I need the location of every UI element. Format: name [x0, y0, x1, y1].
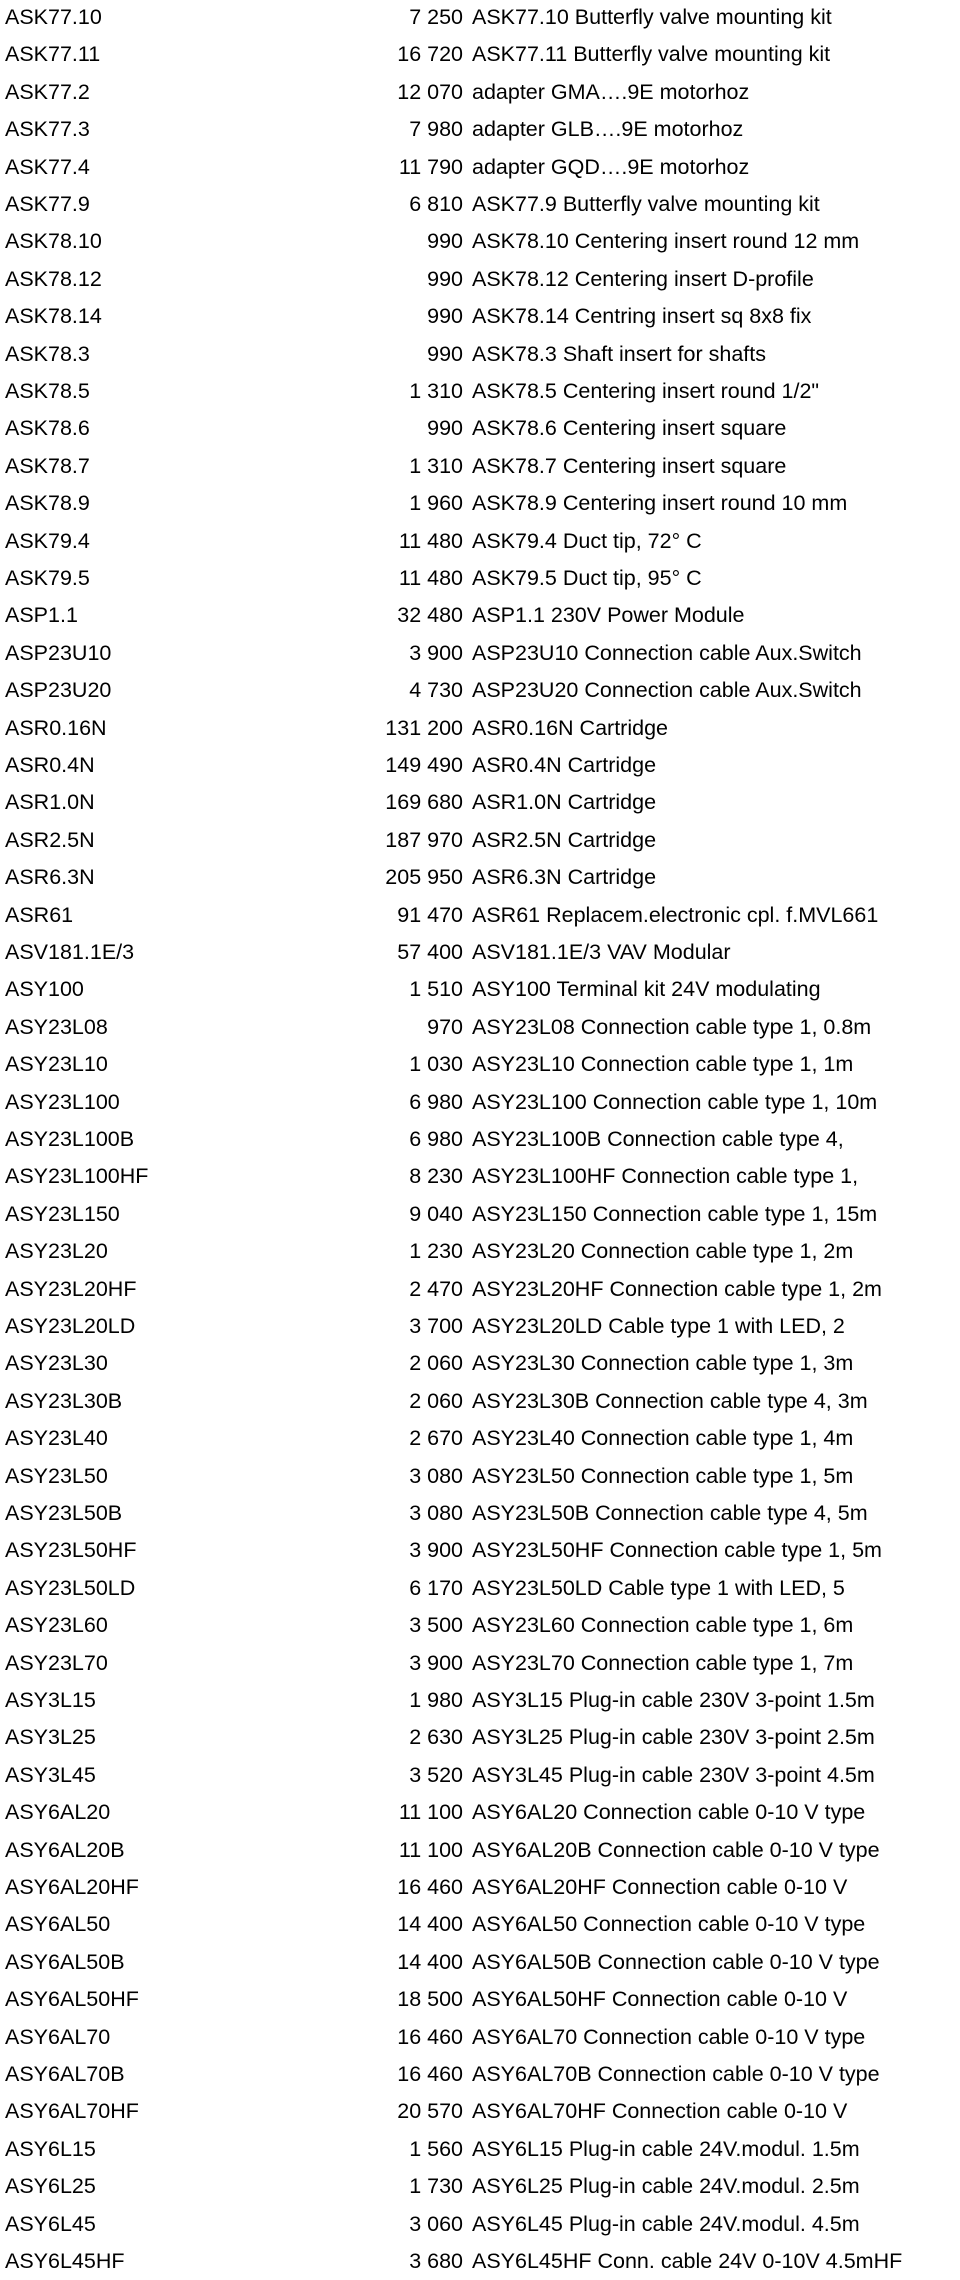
product-price: 1 560 [409, 2136, 463, 2161]
product-code: ASY6AL20B [5, 1837, 125, 1862]
product-code: ASP23U20 [5, 678, 112, 703]
product-price: 990 [427, 266, 463, 291]
product-price: 1 980 [409, 1688, 463, 1712]
product-description: ASY23L20LD Cable type 1 with LED, 2 [472, 1314, 845, 1338]
table-row [0, 822, 960, 859]
table-row [0, 410, 960, 447]
product-description: ASP23U20 Connection cable Aux.Switch [472, 678, 862, 703]
product-price: 20 570 [397, 2099, 463, 2124]
product-description: ASY6L15 Plug-in cable 24V.modul. 1.5m [472, 2136, 860, 2161]
product-description: adapter GLB….9E motorhoz [472, 117, 744, 142]
product-price: 1 510 [409, 977, 463, 1002]
product-code: ASY6L25 [5, 2174, 96, 2199]
product-price: 57 400 [397, 940, 463, 964]
product-code: ASK77.3 [5, 117, 90, 142]
product-description: ASK78.14 Centring insert sq 8x8 fix [472, 304, 812, 329]
product-price: 169 680 [385, 790, 463, 815]
product-price: 11 100 [398, 1837, 463, 1862]
product-description: ASP23U10 Connection cable Aux.Switch [472, 640, 862, 665]
table-row [0, 1308, 960, 1345]
table-row [0, 1233, 960, 1270]
product-description: ASK79.5 Duct tip, 95° C [472, 566, 702, 590]
product-price: 6 980 [409, 1089, 463, 1114]
table-row [0, 560, 960, 597]
product-description: ASY23L70 Connection cable type 1, 7m [472, 1650, 854, 1675]
product-price: 990 [427, 304, 463, 329]
product-price: 14 400 [397, 1949, 463, 1974]
product-description: ASY3L45 Plug-in cable 230V 3-point 4.5m [472, 1762, 875, 1787]
table-row [0, 1046, 960, 1083]
product-price: 990 [427, 416, 463, 441]
product-price: 7 980 [409, 117, 463, 142]
product-description: ASY23L20 Connection cable type 1, 2m [472, 1239, 854, 1264]
product-code: ASR1.0N [5, 790, 95, 815]
table-row [0, 298, 960, 335]
product-description: ASK79.4 Duct tip, 72° C [472, 528, 702, 553]
product-price: 149 490 [385, 753, 463, 777]
table-row [0, 74, 960, 111]
table-row [0, 1832, 960, 1869]
product-code: ASY6L45HF [5, 2249, 125, 2273]
table-row [0, 971, 960, 1008]
product-code: ASP1.1 [5, 603, 78, 628]
product-description: ASK78.9 Centering insert round 10 mm [472, 491, 848, 516]
table-row [0, 1682, 960, 1719]
table-row [0, 261, 960, 298]
product-code: ASY100 [5, 977, 84, 1002]
table-row [0, 672, 960, 709]
product-price: 1 960 [409, 491, 463, 516]
table-row [0, 934, 960, 971]
product-price: 6 170 [409, 1575, 463, 1600]
table-row [0, 1495, 960, 1532]
product-description: ASK78.10 Centering insert round 12 mm [472, 229, 860, 254]
product-price: 16 460 [397, 2024, 463, 2049]
product-description: adapter GMA….9E motorhoz [472, 79, 750, 104]
product-description: ASY6AL50B Connection cable 0-10 V type [472, 1949, 880, 1974]
table-row [0, 523, 960, 560]
table-row [0, 1420, 960, 1457]
table-row [0, 1757, 960, 1794]
product-code: ASY6L15 [5, 2136, 96, 2161]
product-code: ASY6AL20HF [5, 1875, 139, 1899]
product-price: 11 790 [398, 154, 463, 179]
product-code: ASK77.4 [5, 154, 90, 179]
product-description: ASK77.9 Butterfly valve mounting kit [472, 192, 820, 216]
product-description: ASY6AL70B Connection cable 0-10 V type [472, 2062, 880, 2086]
table-row [0, 2056, 960, 2093]
product-price: 3 060 [409, 2211, 463, 2236]
product-code: ASY23L50 [5, 1463, 108, 1488]
table-row [0, 1906, 960, 1943]
product-price: 1 730 [409, 2174, 463, 2199]
product-price: 16 720 [397, 42, 463, 67]
product-price: 16 460 [397, 2062, 463, 2086]
product-price: 1 310 [409, 379, 463, 403]
product-code: ASY23L20HF [5, 1276, 137, 1301]
table-row [0, 710, 960, 747]
product-code: ASY6AL50 [5, 1912, 111, 1937]
product-description: ASY23L60 Connection cable type 1, 6m [472, 1613, 854, 1638]
product-price: 3 080 [409, 1463, 463, 1488]
product-code: ASY23L50B [5, 1501, 123, 1525]
product-description: ASY23L100B Connection cable type 4, [472, 1127, 844, 1151]
product-code: ASK78.7 [5, 453, 90, 478]
table-row [0, 1196, 960, 1233]
product-description: ASY23L30B Connection cable type 4, 3m [472, 1388, 868, 1413]
product-code: ASY6L45 [5, 2211, 96, 2236]
product-code: ASY23L08 [5, 1014, 108, 1039]
product-price: 3 900 [409, 1538, 463, 1563]
product-code: ASK78.12 [5, 266, 102, 291]
product-description: ASK77.10 Butterfly valve mounting kit [472, 5, 832, 29]
table-row [0, 1383, 960, 1420]
product-description: ASY23L20HF Connection cable type 1, 2m [472, 1276, 882, 1301]
product-code: ASY23L10 [5, 1052, 108, 1077]
product-code: ASY6AL50HF [5, 1987, 139, 2012]
product-price: 990 [427, 229, 463, 254]
product-price: 7 250 [409, 5, 463, 29]
product-price: 1 030 [409, 1052, 463, 1077]
product-price: 3 520 [409, 1762, 463, 1787]
product-price: 131 200 [385, 715, 463, 740]
table-row [0, 2243, 960, 2280]
product-description: ASY23L30 Connection cable type 1, 3m [472, 1351, 854, 1376]
product-code: ASY23L30 [5, 1351, 108, 1376]
table-row [0, 2131, 960, 2168]
table-row [0, 111, 960, 148]
product-code: ASR2.5N [5, 827, 95, 852]
product-description: ASY3L25 Plug-in cable 230V 3-point 2.5m [472, 1725, 875, 1750]
table-row [0, 1458, 960, 1495]
table-row [0, 784, 960, 821]
table-row [0, 0, 960, 36]
product-code: ASY23L50LD [5, 1575, 136, 1600]
table-row [0, 747, 960, 784]
product-description: ASK78.7 Centering insert square [472, 453, 787, 478]
product-code: ASY6AL70B [5, 2062, 125, 2086]
table-row [0, 186, 960, 223]
product-code: ASK78.6 [5, 416, 90, 441]
product-description: ASY23L10 Connection cable type 1, 1m [472, 1052, 854, 1077]
product-code: ASK77.2 [5, 79, 90, 104]
product-code: ASV181.1E/3 [5, 940, 135, 964]
product-price: 9 040 [409, 1201, 463, 1226]
table-row [0, 1271, 960, 1308]
table-row [0, 1009, 960, 1046]
product-description: ASY100 Terminal kit 24V modulating [472, 977, 821, 1002]
product-code: ASY23L100B [5, 1127, 135, 1151]
product-code: ASY23L30B [5, 1388, 123, 1413]
product-code: ASY23L150 [5, 1201, 120, 1226]
product-code: ASR0.4N [5, 753, 95, 777]
product-price: 3 900 [409, 1650, 463, 1675]
product-code: ASY23L20LD [5, 1314, 136, 1338]
product-price: 6 810 [409, 192, 463, 216]
product-description: ASY6AL50 Connection cable 0-10 V type [472, 1912, 866, 1937]
product-code: ASY3L25 [5, 1725, 96, 1750]
product-price: 16 460 [397, 1875, 463, 1899]
product-code: ASP23U10 [5, 640, 112, 665]
table-row [0, 1719, 960, 1756]
product-description: ASY6AL70 Connection cable 0-10 V type [472, 2024, 866, 2049]
product-price: 2 630 [409, 1725, 463, 1750]
product-price: 1 310 [409, 453, 463, 478]
product-price: 3 900 [409, 640, 463, 665]
table-row [0, 2168, 960, 2205]
product-code: ASY23L50HF [5, 1538, 137, 1563]
product-description: ASY23L150 Connection cable type 1, 15m [472, 1201, 878, 1226]
product-price: 4 730 [409, 678, 463, 703]
product-description: ASY6AL20 Connection cable 0-10 V type [472, 1800, 866, 1825]
product-price: 3 500 [409, 1613, 463, 1638]
product-description: ASK78.5 Centering insert round 1/2" [472, 379, 820, 403]
table-row [0, 1158, 960, 1195]
product-price: 11 480 [398, 566, 463, 590]
table-row [0, 1607, 960, 1644]
product-description: ASY23L50LD Cable type 1 with LED, 5 [472, 1575, 845, 1600]
product-description: ASR0.4N Cartridge [472, 753, 657, 777]
product-price: 187 970 [385, 827, 463, 852]
product-description: ASY6AL50HF Connection cable 0-10 V [472, 1987, 848, 2012]
product-code: ASR0.16N [5, 715, 107, 740]
product-code: ASK78.9 [5, 491, 90, 516]
product-description: ASR0.16N Cartridge [472, 715, 668, 740]
product-code: ASK77.10 [5, 5, 102, 29]
product-code: ASY6AL50B [5, 1949, 125, 1974]
table-row [0, 1532, 960, 1569]
product-description: ASK78.12 Centering insert D-profile [472, 266, 814, 291]
table-row [0, 2206, 960, 2243]
product-description: ASY23L50HF Connection cable type 1, 5m [472, 1538, 882, 1563]
product-price: 3 080 [409, 1501, 463, 1525]
product-description: ASR1.0N Cartridge [472, 790, 657, 815]
product-description: ASY6AL70HF Connection cable 0-10 V [472, 2099, 848, 2124]
product-description: ASR2.5N Cartridge [472, 827, 657, 852]
product-code: ASK79.4 [5, 528, 90, 553]
product-code: ASK78.10 [5, 229, 102, 254]
table-row [0, 149, 960, 186]
table-row [0, 336, 960, 373]
product-description: ASY23L100HF Connection cable type 1, [472, 1164, 859, 1189]
product-code: ASY23L40 [5, 1426, 108, 1451]
product-code: ASK78.14 [5, 304, 102, 329]
product-description: ASY23L50B Connection cable type 4, 5m [472, 1501, 868, 1525]
product-description: ASK78.3 Shaft insert for shafts [472, 341, 766, 366]
product-price: 18 500 [397, 1987, 463, 2012]
product-description: ASV181.1E/3 VAV Modular [472, 940, 731, 964]
table-row [0, 2019, 960, 2056]
product-code: ASR61 [5, 902, 74, 927]
product-code: ASY6AL70HF [5, 2099, 139, 2124]
table-row [0, 897, 960, 934]
product-description: ASY23L100 Connection cable type 1, 10m [472, 1089, 878, 1114]
table-row [0, 36, 960, 73]
product-code: ASY23L20 [5, 1239, 108, 1264]
product-code: ASK77.9 [5, 192, 90, 216]
product-price: 11 100 [398, 1800, 463, 1825]
product-price: 205 950 [385, 865, 463, 890]
table-row [0, 1084, 960, 1121]
table-row [0, 448, 960, 485]
product-price: 8 230 [409, 1164, 463, 1189]
product-price: 2 060 [409, 1351, 463, 1376]
product-price: 2 670 [409, 1426, 463, 1451]
product-description: ASY6L25 Plug-in cable 24V.modul. 2.5m [472, 2174, 860, 2199]
product-code: ASY23L100HF [5, 1164, 149, 1189]
product-code: ASY6AL20 [5, 1800, 111, 1825]
product-code: ASK78.3 [5, 341, 90, 366]
product-price: 11 480 [398, 528, 463, 553]
product-code: ASY3L45 [5, 1762, 96, 1787]
product-description: ASY23L50 Connection cable type 1, 5m [472, 1463, 854, 1488]
table-row [0, 1794, 960, 1831]
product-price: 2 060 [409, 1388, 463, 1413]
table-row [0, 373, 960, 410]
table-row [0, 2093, 960, 2130]
product-description: ASY23L08 Connection cable type 1, 0.8m [472, 1014, 872, 1039]
product-description: ASY3L15 Plug-in cable 230V 3-point 1.5m [472, 1688, 875, 1712]
product-description: ASK77.11 Butterfly valve mounting kit [472, 42, 831, 67]
product-code: ASY23L100 [5, 1089, 120, 1114]
product-price: 12 070 [397, 79, 463, 104]
product-price: 3 680 [409, 2249, 463, 2273]
table-row [0, 859, 960, 896]
table-row [0, 1645, 960, 1682]
product-description: ASR61 Replacem.electronic cpl. f.MVL661 [472, 902, 879, 927]
table-row [0, 1944, 960, 1981]
product-description: ASY6AL20HF Connection cable 0-10 V [472, 1875, 848, 1899]
product-price: 6 980 [409, 1127, 463, 1151]
table-row [0, 1570, 960, 1607]
product-price: 32 480 [397, 603, 463, 628]
product-code: ASK77.11 [5, 42, 101, 67]
product-description: ASK78.6 Centering insert square [472, 416, 787, 441]
product-price: 91 470 [397, 902, 463, 927]
table-row [0, 1345, 960, 1382]
table-row [0, 1981, 960, 2018]
product-price: 14 400 [397, 1912, 463, 1937]
product-price: 2 470 [409, 1276, 463, 1301]
table-row [0, 1121, 960, 1158]
product-code: ASK79.5 [5, 566, 90, 590]
table-row [0, 597, 960, 634]
table-row [0, 1869, 960, 1906]
table-row [0, 635, 960, 672]
table-row [0, 485, 960, 522]
product-description: adapter GQD….9E motorhoz [472, 154, 750, 179]
product-description: ASR6.3N Cartridge [472, 865, 657, 890]
product-price: 1 230 [409, 1239, 463, 1264]
product-description: ASY23L40 Connection cable type 1, 4m [472, 1426, 854, 1451]
product-code: ASR6.3N [5, 865, 95, 890]
product-description: ASY6L45 Plug-in cable 24V.modul. 4.5m [472, 2211, 860, 2236]
product-code: ASK78.5 [5, 379, 90, 403]
product-description: ASY6AL20B Connection cable 0-10 V type [472, 1837, 880, 1862]
product-code: ASY23L60 [5, 1613, 108, 1638]
product-price: 970 [427, 1014, 463, 1039]
product-description: ASY6L45HF Conn. cable 24V 0-10V 4.5mHF [472, 2249, 903, 2273]
product-price: 990 [427, 341, 463, 366]
table-row [0, 223, 960, 260]
product-description: ASP1.1 230V Power Module [472, 603, 745, 628]
product-code: ASY6AL70 [5, 2024, 111, 2049]
product-code: ASY23L70 [5, 1650, 108, 1675]
product-code: ASY3L15 [5, 1688, 96, 1712]
product-price: 3 700 [409, 1314, 463, 1338]
